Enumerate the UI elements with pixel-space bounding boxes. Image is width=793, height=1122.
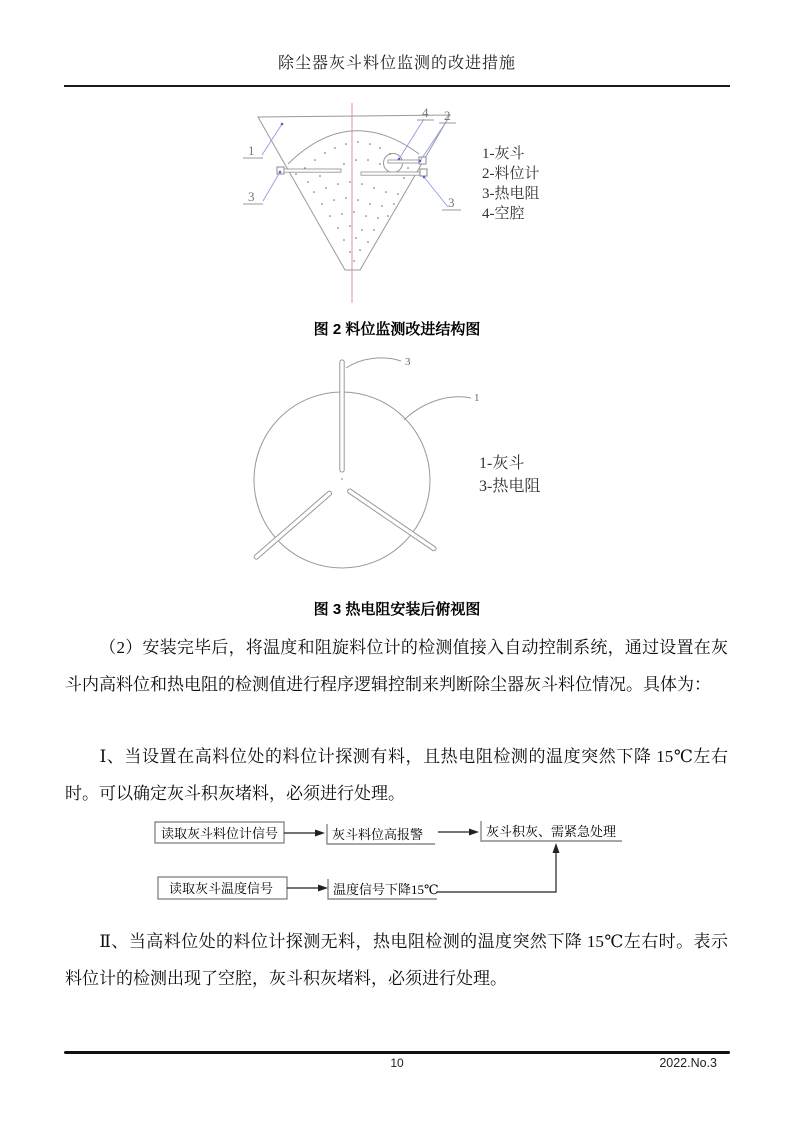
footer-page-number: 10 [390,1056,404,1070]
thermistor-rod-right [361,169,427,176]
flow-label-high-alarm: 灰斗料位高报警 [332,827,424,842]
fig2-label-thermistor-left: 3 [248,189,255,204]
paragraph-case-1 [65,738,728,812]
flow-label-read-level: 读取灰斗料位计信号 [161,826,279,841]
center-dot [341,478,343,480]
footer-issue: 2022.No.3 [659,1056,717,1070]
fig2-label-hopper: 1 [248,143,255,158]
figure3-legend [479,452,540,498]
page-header-title: 除尘器灰斗料位监测的改进措施 [277,55,516,72]
thermistor-rod-lower-left [253,490,332,560]
paragraph-text: （2）安装完毕后，将温度和阻旋料位计的检测值接入自动控制系统，通过设置在灰斗内高料位和热电阻的检测值进行程序逻辑控制来判断除尘器灰斗料位情况。具体为： [65,638,728,694]
leader-thermistor [346,358,401,368]
legend-item: 4-空腔 [482,206,525,222]
header-rule [64,85,730,87]
flow-label-read-temp: 读取灰斗温度信号 [169,881,274,896]
flow-label-temp-drop: 温度信号下降15℃ [333,882,439,897]
figure2-legend [482,144,540,224]
legend-item: 1-灰斗 [479,455,525,472]
figure3-caption: 图 3 热电阻安装后俯视图 [313,601,481,618]
fig3-label-hopper: 1 [474,392,480,404]
paragraph-text: Ⅱ、当高料位处的料位计探测无料，热电阻检测的温度突然下降 15℃左右时。表示料位计的检测出现了空腔，灰斗积灰堵料，必须进行处理。 [65,932,728,988]
fig2-label-thermistor-right: 3 [448,195,455,210]
leader-hopper [404,397,471,420]
legend-item: 1-灰斗 [482,146,525,162]
fig2-label-cavity: 4 [422,105,429,120]
legend-item: 2-料位计 [482,166,540,182]
figure2-caption: 图 2 料位监测改进结构图 [313,321,481,338]
figure2-hopper-diagram [230,98,480,313]
footer-rule [64,1051,730,1054]
figure3-topview-diagram [245,352,495,584]
logic-flowchart [128,808,728,908]
fig2-label-level-meter: 2 [444,108,451,123]
paragraph-install-logic [65,629,728,703]
paragraph-text: Ⅰ、当设置在高料位处的料位计探测有料，且热电阻检测的温度突然下降 15℃左右时。可以确定灰斗积灰堵料，必须进行处理。 [65,747,728,803]
fig3-label-thermistor: 3 [405,356,411,368]
legend-item: 3-热电阻 [479,478,541,495]
paragraph-case-2 [65,923,728,997]
thermistor-rod-lower-right [347,488,437,551]
thermistor-rod-top [340,360,344,472]
legend-item: 3-热电阻 [482,186,540,202]
flow-label-urgent: 灰斗积灰、需紧急处理 [486,824,617,839]
hopper-outline [258,115,450,270]
